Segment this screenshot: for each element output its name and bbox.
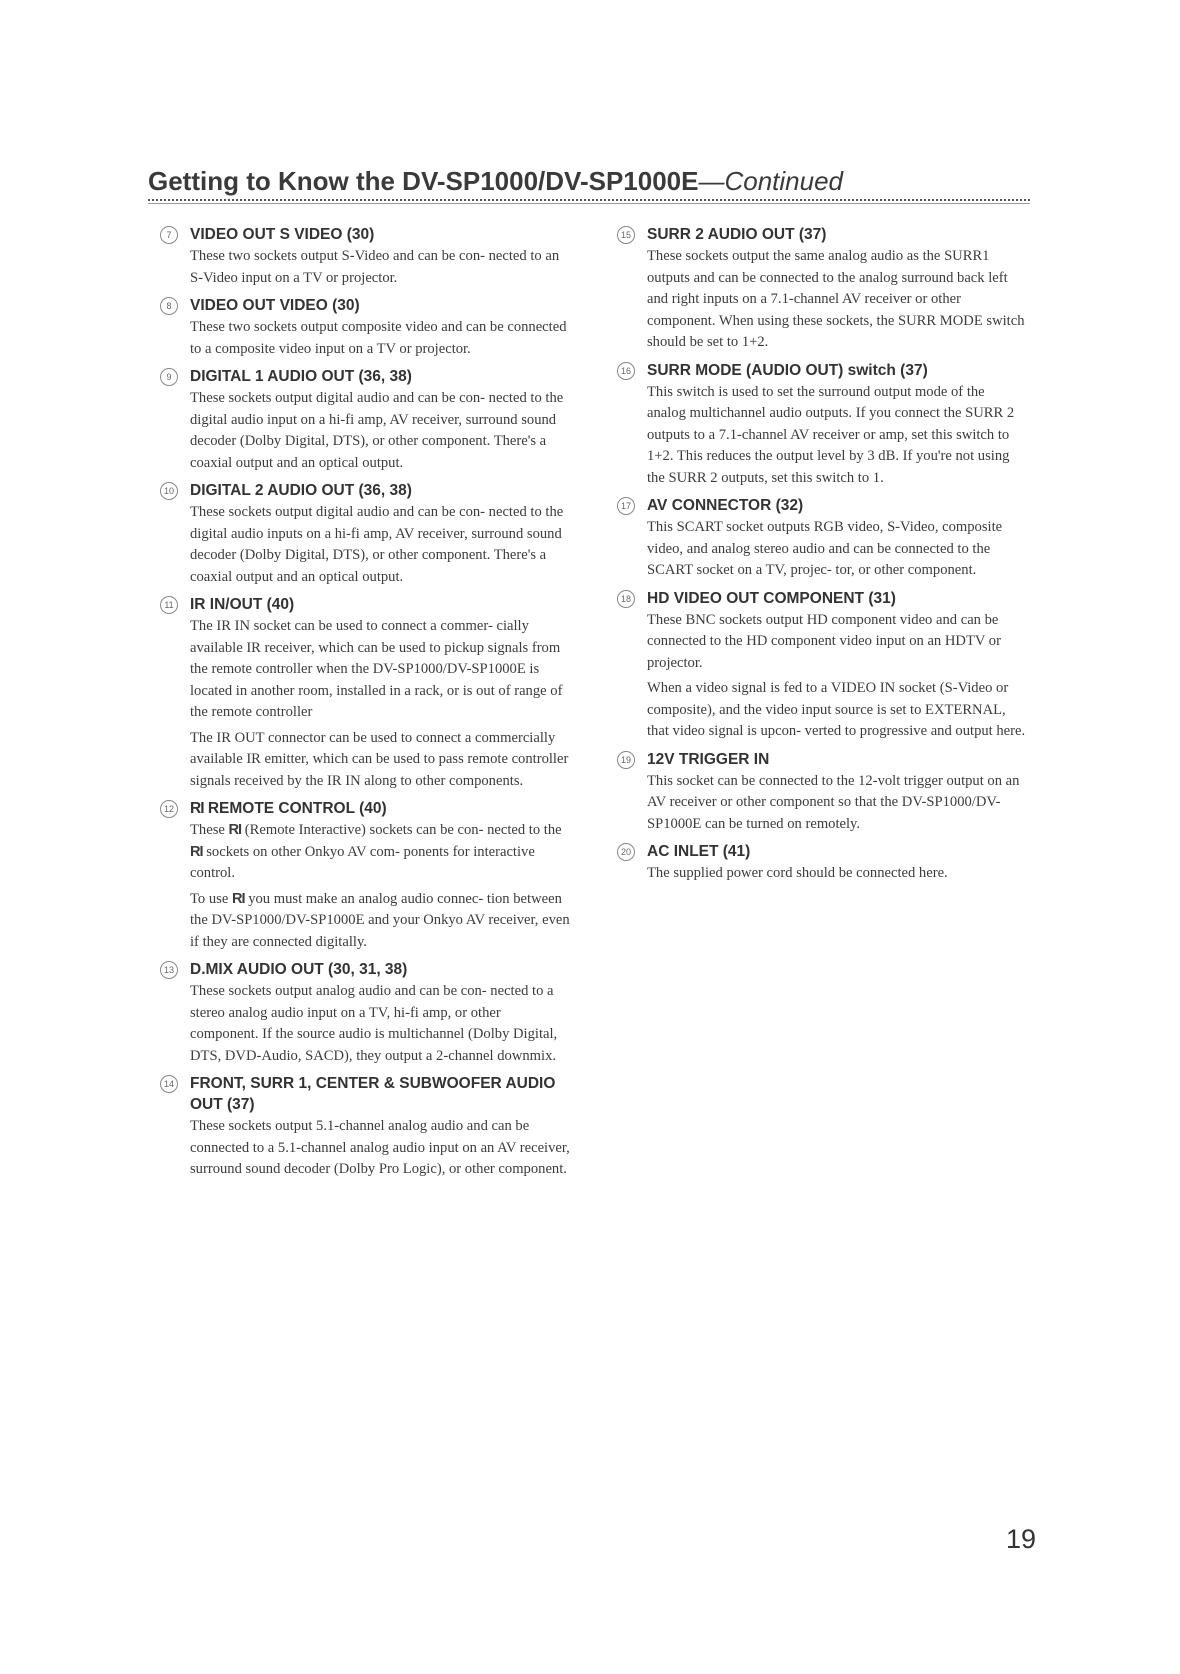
item-av-connector xyxy=(617,495,1027,582)
number-badge: 10 xyxy=(160,482,178,500)
item-heading: FRONT, SURR 1, CENTER & SUBWOOFER AUDIO OUT (37) xyxy=(190,1075,556,1113)
number-badge: 9 xyxy=(160,368,178,386)
item-heading: SURR MODE (AUDIO OUT) switch (37) xyxy=(647,361,928,379)
ri-logo-icon: RI xyxy=(190,800,204,817)
title-dotted-rule xyxy=(148,199,1030,201)
page-title xyxy=(148,166,1028,197)
item-ac-inlet xyxy=(617,841,1027,885)
page-title-main: Getting to Know the DV-SP1000/DV-SP1000E xyxy=(148,166,699,196)
item-heading: D.MIX AUDIO OUT (30, 31, 38) xyxy=(190,961,408,978)
item-description: This SCART socket outputs RGB video, S-Video, composite video, and analog stereo audio and can be connected to the SCART socket on a TV, projec- tor, or other component. xyxy=(647,519,1003,578)
ri-logo-icon: RI xyxy=(228,822,242,838)
item-heading: IR IN/OUT (40) xyxy=(190,596,295,613)
item-description: These sockets output 5.1-channel analog audio and can be connected to a 5.1-channel analog audio input on an AV receiver, surround sound decoder (Dolby Pro Logic), or other component. xyxy=(190,1118,570,1177)
number-badge: 7 xyxy=(160,226,178,244)
ri-logo-icon: RI xyxy=(231,890,245,907)
left-column xyxy=(160,224,570,1187)
item-surr-2-audio-out xyxy=(617,224,1027,354)
item-surr-mode-switch xyxy=(617,360,1027,490)
item-video-out-s-video xyxy=(160,224,570,289)
item-video-out-video xyxy=(160,295,570,360)
number-badge: 17 xyxy=(617,497,635,515)
item-description: This socket can be connected to the 12-volt trigger output on an AV receiver or other component so that the DV-SP1000/DV-SP1000E can be turned on remotely. xyxy=(647,772,1020,832)
item-digital-1-audio-out xyxy=(160,366,570,474)
number-badge: 18 xyxy=(617,590,635,608)
item-description: These sockets output the same analog audio as the SURR1 outputs and can be connected to the analog surround back left and right inputs on a 7.1-channel AV receiver or other component. When using these sockets, the SURR MODE switch should be set to 1+2. xyxy=(647,248,1025,350)
item-heading: HD VIDEO OUT COMPONENT (31) xyxy=(647,589,896,607)
item-description: These BNC sockets output HD component video and can be connected to the HD component video input on an HDTV or projector. xyxy=(647,611,1001,671)
page-number: 19 xyxy=(1006,1524,1037,1554)
item-heading: 12V TRIGGER IN xyxy=(647,750,770,768)
number-badge: 16 xyxy=(617,362,635,380)
ri-logo-icon: RI xyxy=(190,843,203,860)
item-description: These sockets output analog audio and can be con- nected to a stereo analog audio input on a TV, hi-fi amp, or other component. If the source audio is multichannel (Dolby Digital, DTS, DVD-Audio, SACD), they output a 2-channel downmix. xyxy=(190,983,558,1064)
item-description: When a video signal is fed to a VIDEO IN socket (S-Video or composite), and the video input source is set to EXTERNAL, that video signal is upcon- verted to progressive and output here. xyxy=(647,680,1026,739)
item-heading: AV CONNECTOR (32) xyxy=(647,497,804,514)
number-badge: 8 xyxy=(160,297,178,315)
item-description: The IR IN socket can be used to connect a commer- cially available IR receiver, which can be used to pickup signals from the remote controller when the DV-SP1000/DV-SP1000E is located in another room, installed in a rack, or is out of range of the remote controller xyxy=(190,618,563,720)
item-heading: VIDEO OUT VIDEO (30) xyxy=(190,297,360,314)
item-digital-2-audio-out xyxy=(160,480,570,588)
item-ir-in-out xyxy=(160,594,570,792)
number-badge: 12 xyxy=(160,800,178,818)
number-badge: 19 xyxy=(617,751,635,769)
item-description: The supplied power cord should be connected here. xyxy=(647,865,948,881)
item-hd-video-out-component xyxy=(617,588,1027,743)
number-badge: 15 xyxy=(617,226,635,244)
item-description: These two sockets output S-Video and can be con- nected to an S-Video input on a TV or projector. xyxy=(190,248,560,286)
number-badge: 13 xyxy=(160,961,178,979)
item-ri-remote-control xyxy=(160,798,570,953)
item-description: To use RI you must make an analog audio connec- tion between the DV-SP1000/DV-SP1000E and your Onkyo AV receiver, even if they are connected digitally. xyxy=(190,890,570,950)
item-description: The IR OUT connector can be used to connect a commercially available IR emitter, which can be used to pass remote controller signals received by the IR IN along to other components. xyxy=(190,729,569,789)
item-description: These two sockets output composite video and can be connected to a composite video input on a TV or projector. xyxy=(190,319,567,357)
title-rule xyxy=(148,203,1030,204)
item-description: These sockets output digital audio and can be con- nected to the digital audio inputs on a hi-fi amp, AV receiver, surround sound decoder (Dolby Digital, DTS), or other component. There's a coaxial output and an optical output. xyxy=(190,504,564,585)
item-heading: SURR 2 AUDIO OUT (37) xyxy=(647,226,827,243)
item-heading: DIGITAL 2 AUDIO OUT (36, 38) xyxy=(190,482,412,499)
item-description: These sockets output digital audio and can be con- nected to the digital audio input on a hi-fi amp, AV receiver, surround sound decoder (Dolby Digital, DTS), or other component. There's a coaxial output and an optical output. xyxy=(190,390,564,471)
item-description: These RI (Remote Interactive) sockets can be con- nected to the RI sockets on other Onkyo AV com- ponents for interactive control. xyxy=(190,822,562,881)
item-description: This switch is used to set the surround output mode of the analog multichannel audio outputs. If you connect the SURR 2 outputs to a 7.1-channel AV receiver or amp, set this switch to 1+2. This reduces the output level by 3 dB. If you're not using the SURR 2 outputs, set this switch to 1. xyxy=(647,383,1015,486)
number-badge: 20 xyxy=(617,843,635,861)
number-badge: 14 xyxy=(160,1075,178,1093)
right-column xyxy=(617,224,1027,891)
item-heading: AC INLET (41) xyxy=(647,843,751,860)
item-dmix-audio-out xyxy=(160,959,570,1067)
item-12v-trigger-in xyxy=(617,749,1027,836)
page-title-continued: —Continued xyxy=(698,166,844,196)
item-heading: REMOTE CONTROL (40) xyxy=(207,800,387,817)
item-heading: DIGITAL 1 AUDIO OUT (36, 38) xyxy=(190,368,412,385)
item-heading: VIDEO OUT S VIDEO (30) xyxy=(190,226,375,243)
item-front-surr1-center-subwoofer-out xyxy=(160,1073,570,1181)
number-badge: 11 xyxy=(160,596,178,614)
